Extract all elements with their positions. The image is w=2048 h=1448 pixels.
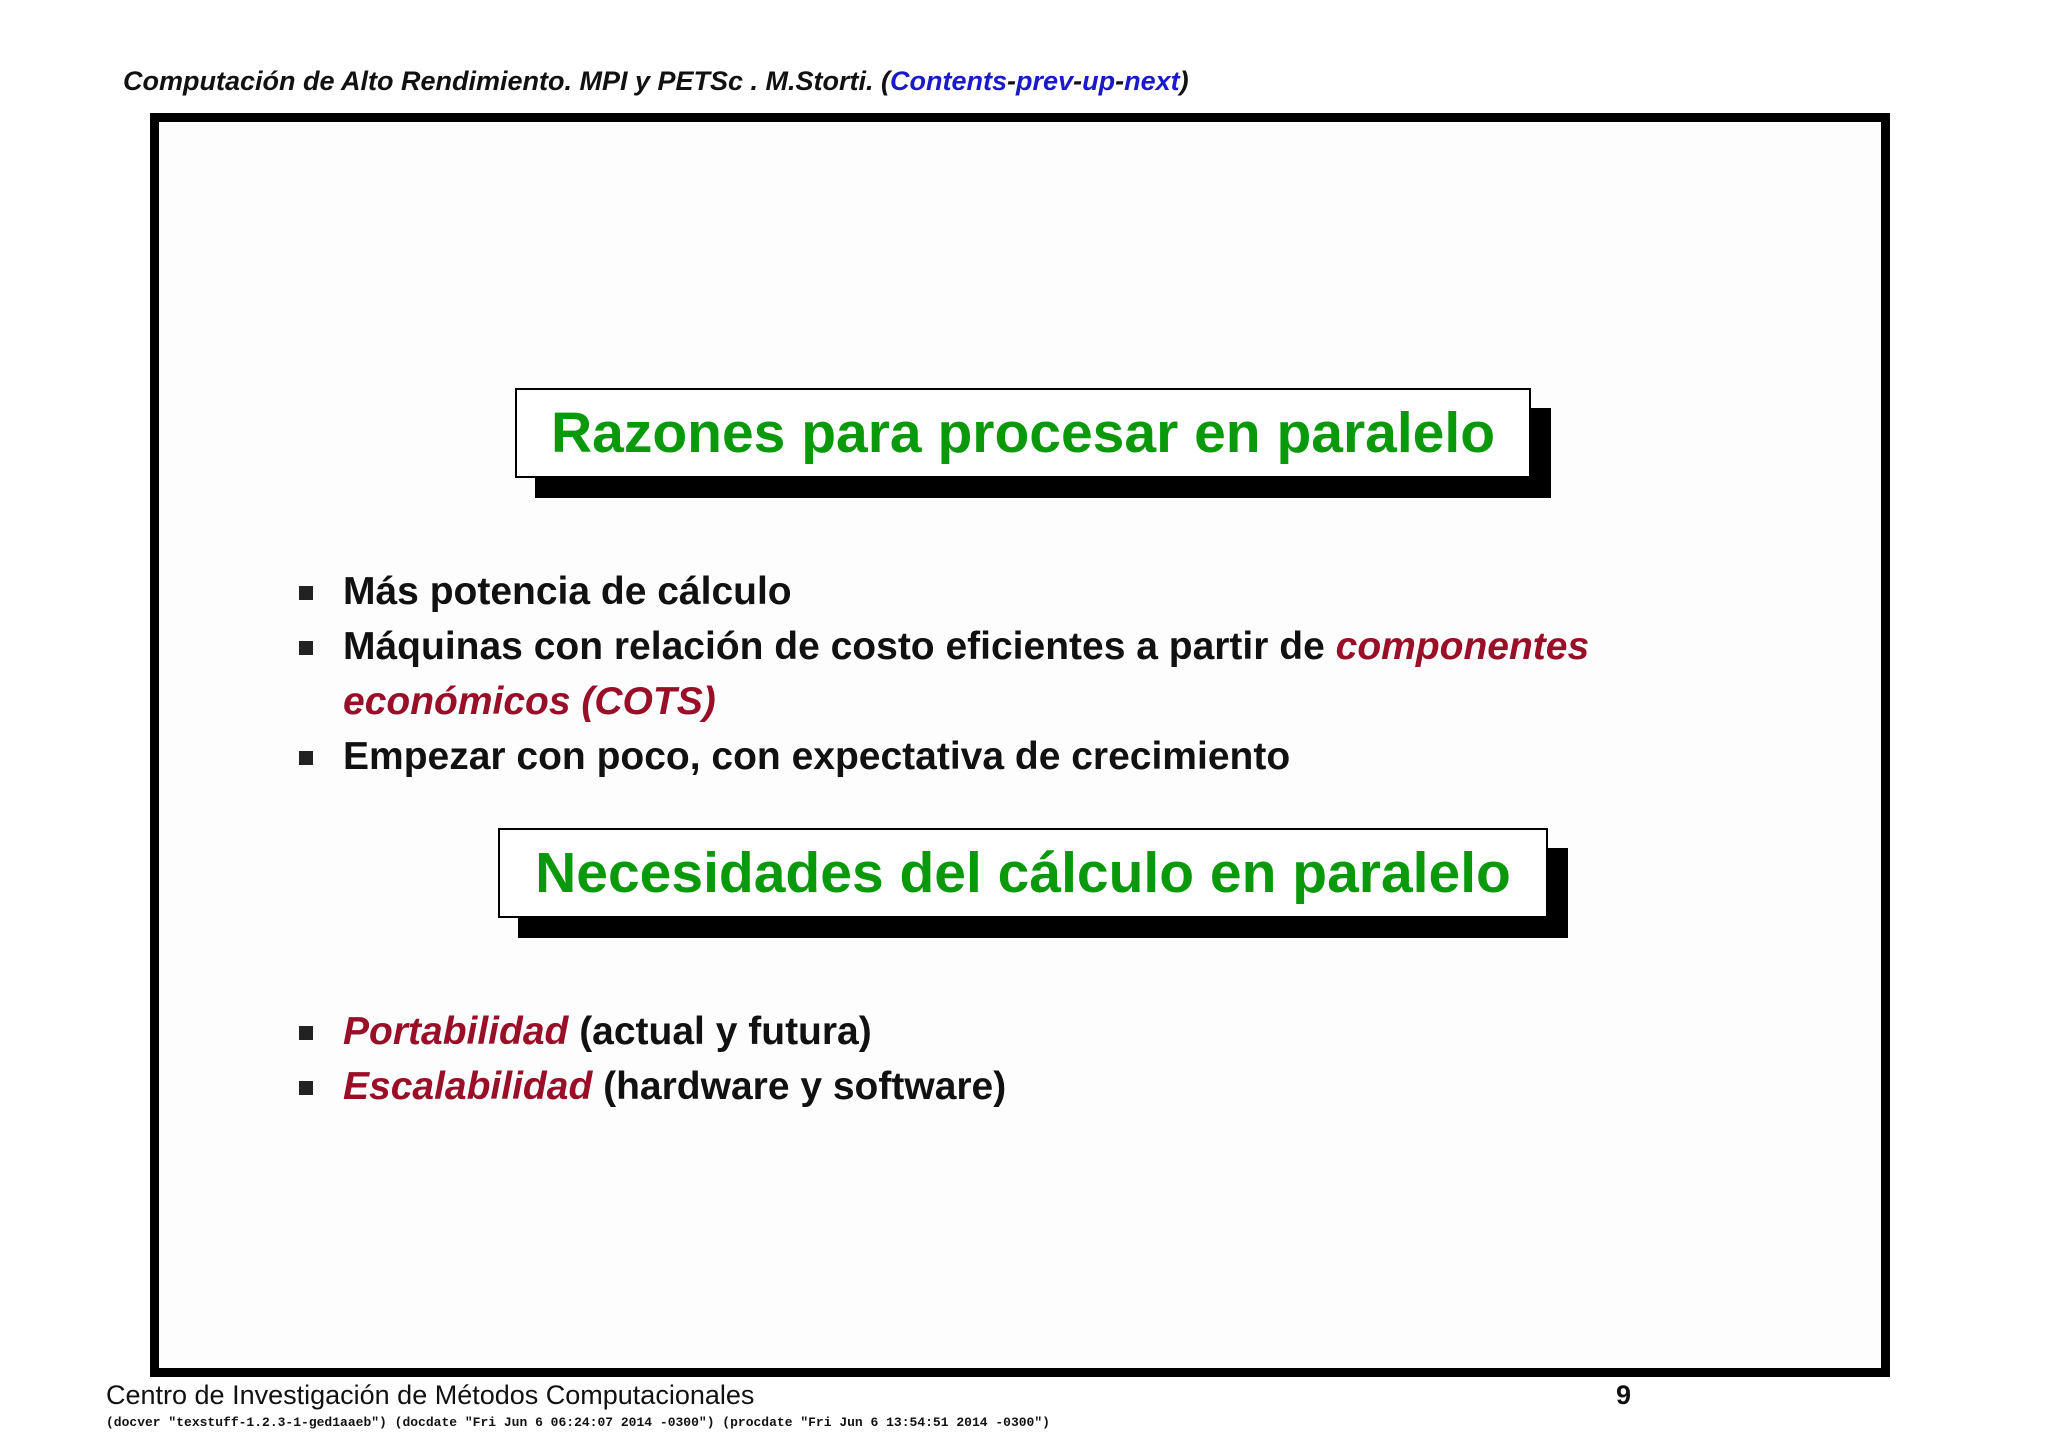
- list-item: [299, 729, 1643, 784]
- needs-list: [299, 1004, 1643, 1114]
- section-title-reasons: [515, 388, 1531, 478]
- list-item: [299, 1059, 1643, 1114]
- square-bullet-icon: [299, 751, 313, 765]
- list-item-text: Empezar con poco, con expectativa de crecimiento: [343, 735, 1291, 778]
- list-item-text: Más potencia de cálculo: [343, 570, 792, 613]
- nav-separator: -: [1073, 66, 1083, 96]
- list-item: [299, 564, 1643, 619]
- nav-next-link[interactable]: next: [1124, 66, 1180, 96]
- square-bullet-icon: [299, 641, 313, 655]
- nav-prev-link[interactable]: prev: [1016, 66, 1074, 96]
- section-title-text: Razones para procesar en paralelo: [550, 401, 1496, 465]
- list-item-emphasis: Escalabilidad: [343, 1065, 593, 1108]
- list-item-emphasis: Portabilidad: [343, 1010, 569, 1053]
- square-bullet-icon: [299, 1026, 313, 1040]
- header-line: [123, 66, 1189, 97]
- section-title-text: Necesidades del cálculo en paralelo: [535, 841, 1511, 905]
- footer-version-meta: (docver "texstuff-1.2.3-1-ged1aaeb") (docdate "Fri Jun 6 06:24:07 2014 -0300") (procdate "Fri Jun 6 13:54:51 2014 -0300"): [106, 1415, 1050, 1430]
- list-item-emphasis: componentes económicos (COTS): [343, 625, 1590, 723]
- slide-frame: [150, 113, 1890, 1377]
- nav-separator: -: [1007, 66, 1017, 96]
- header-close-paren: ): [1179, 66, 1189, 96]
- nav-separator: -: [1115, 66, 1125, 96]
- reasons-list: [299, 564, 1643, 784]
- list-item-text: (hardware y software): [592, 1065, 1007, 1108]
- section-title-needs: [498, 828, 1548, 918]
- header-title: Computación de Alto Rendimiento. MPI y PETSc . M.Storti. (: [123, 66, 891, 96]
- nav-up-link[interactable]: up: [1082, 66, 1116, 96]
- square-bullet-icon: [299, 1081, 313, 1095]
- list-item-text: Máquinas con relación de costo eficientes a partir de: [343, 625, 1336, 668]
- footer-institution: Centro de Investigación de Métodos Computacionales: [106, 1380, 755, 1410]
- page-number: 9: [1616, 1380, 1632, 1410]
- square-bullet-icon: [299, 586, 313, 600]
- list-item: [299, 1004, 1643, 1059]
- list-item: [299, 619, 1643, 729]
- nav-contents-link[interactable]: Contents: [890, 66, 1008, 96]
- list-item-text: (actual y futura): [568, 1010, 872, 1053]
